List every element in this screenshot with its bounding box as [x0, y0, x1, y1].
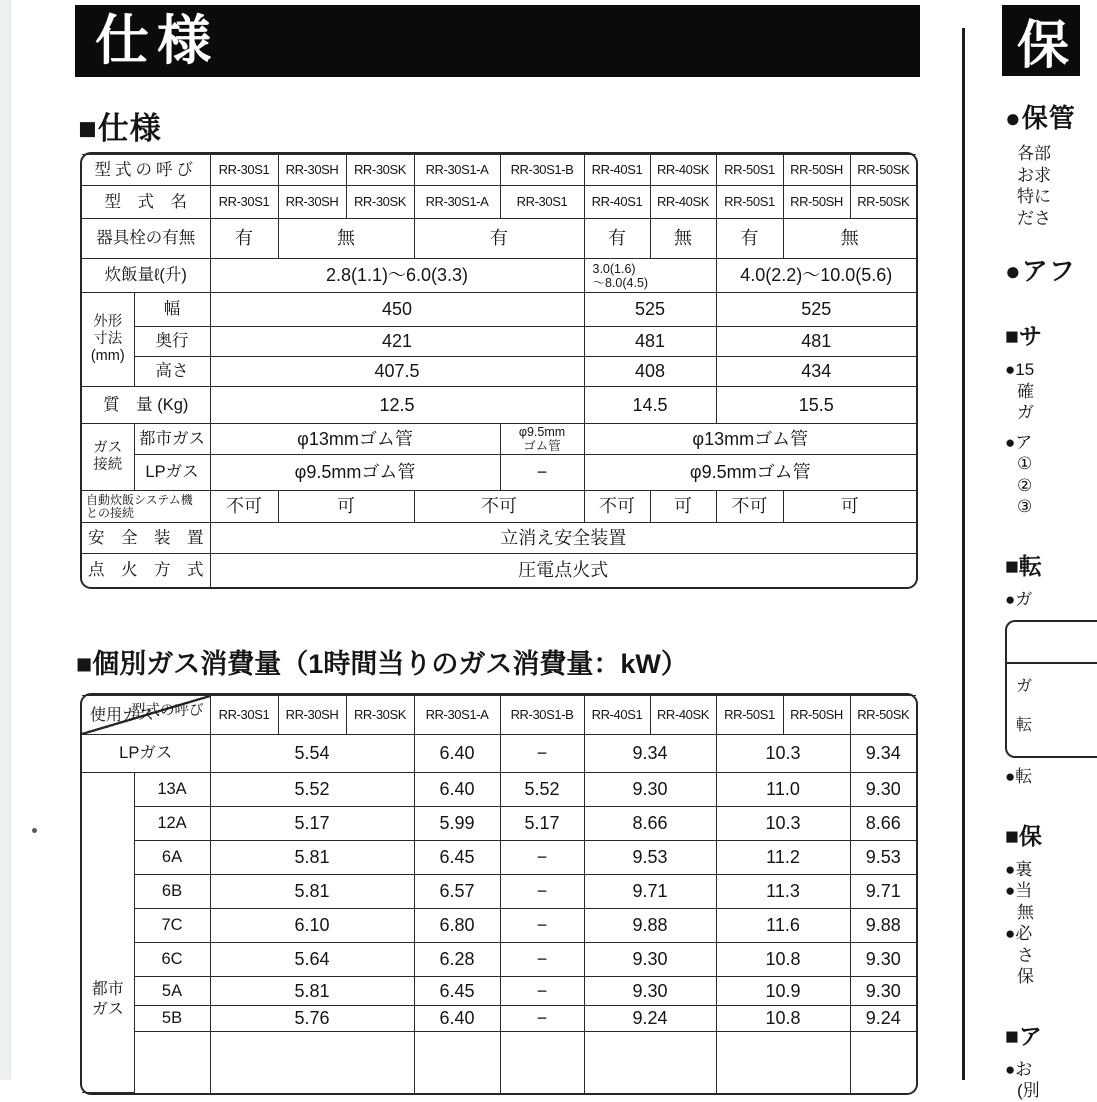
row-label-cell: 器具栓の有無 — [82, 219, 210, 259]
value-cell: 9.88 — [584, 909, 716, 943]
row-label-cell: 6B — [134, 875, 210, 909]
value-cell: 9.88 — [850, 909, 916, 943]
row-label-cell: 13A — [134, 773, 210, 807]
right-mini-table-line: ガ — [1016, 678, 1033, 695]
value-cell: φ9.5mm ゴム管 — [500, 424, 584, 455]
right-text-line: 各部 — [1017, 144, 1051, 163]
table-row — [82, 696, 916, 735]
model-name-cell: RR-50SH — [783, 155, 850, 186]
right-text-line: ●当 — [1005, 881, 1033, 900]
table-row — [82, 735, 916, 773]
table-row — [82, 943, 916, 977]
row-label-cell: 自動炊飯システム機 との接続 — [82, 491, 210, 523]
right-paragraph — [1005, 143, 1080, 229]
model-name-cell: RR-30S1 — [210, 155, 278, 186]
right-text-line: ① — [1017, 454, 1033, 473]
gas-consumption-table — [82, 695, 916, 1093]
value-cell: 9.30 — [850, 773, 916, 807]
value-cell: 5.81 — [210, 977, 414, 1006]
value-cell: 5.17 — [210, 807, 414, 841]
row-label-cell: 6C — [134, 943, 210, 977]
table-row — [82, 219, 916, 259]
right-text-line: さ — [1017, 945, 1034, 965]
row-label-cell: 点 火 方 式 — [82, 554, 210, 588]
value-cell: − — [500, 875, 584, 909]
value-cell: 6.40 — [414, 1006, 500, 1032]
value-cell: 可 — [783, 491, 916, 523]
right-text-line: ガ — [1017, 403, 1034, 422]
row-label-cell: 5B — [134, 1006, 210, 1032]
table-row — [82, 841, 916, 875]
right-paragraph — [1005, 589, 1080, 611]
right-text-line: ●転 — [1005, 767, 1033, 786]
value-cell: 6.80 — [414, 909, 500, 943]
value-cell — [210, 1032, 414, 1093]
model-name-cell: RR-40SK — [650, 155, 716, 186]
page-edge-shadow — [0, 0, 11, 1080]
row-label-cell: 7C — [134, 909, 210, 943]
row-label-cell: 12A — [134, 807, 210, 841]
row-label-cell: 炊飯量ℓ(升) — [82, 259, 210, 293]
right-text-line: ●ア — [1005, 432, 1033, 452]
row-label-cell: 質 量 (Kg) — [82, 387, 210, 424]
right-heading-minor: ■ア — [1005, 1022, 1042, 1049]
value-cell: − — [500, 455, 584, 491]
value-cell: 9.71 — [850, 875, 916, 909]
adjacent-page-sliver — [1002, 0, 1080, 1100]
model-name-cell: RR-40SK — [650, 186, 716, 219]
table-row — [82, 259, 916, 293]
row-group-label-cell: 外形 寸法 (mm) — [82, 293, 134, 387]
value-cell: 8.66 — [850, 807, 916, 841]
row-label-cell: 6A — [134, 841, 210, 875]
value-cell — [500, 1032, 584, 1093]
row-label-cell: 都市ガス — [134, 424, 210, 455]
right-heading-minor: ■転 — [1005, 552, 1042, 579]
model-name-cell: RR-50SK — [850, 696, 916, 735]
value-cell: 可 — [278, 491, 414, 523]
model-name-cell: RR-30SK — [346, 696, 414, 735]
model-name-cell: RR-30S1 — [500, 186, 584, 219]
right-heading-major: ●アフ — [1005, 256, 1076, 286]
row-label-cell: 5A — [134, 977, 210, 1006]
value-cell: 15.5 — [716, 387, 916, 424]
value-cell: 525 — [584, 293, 716, 327]
model-name-cell: RR-40S1 — [584, 696, 650, 735]
value-cell: 408 — [584, 357, 716, 387]
right-text-line: ●必 — [1005, 924, 1033, 943]
value-cell: 不可 — [716, 491, 783, 523]
table-row — [82, 773, 916, 807]
adjacent-banner-title: 保 — [1017, 17, 1070, 75]
value-cell: − — [500, 977, 584, 1006]
model-name-cell: RR-30S1-A — [414, 696, 500, 735]
value-cell: 2.8(1.1)～6.0(3.3) — [210, 259, 584, 293]
value-cell: 6.45 — [414, 841, 500, 875]
value-cell: 9.30 — [584, 977, 716, 1006]
value-cell: φ13mmゴム管 — [584, 424, 916, 455]
model-name-cell: RR-30SH — [278, 696, 346, 735]
table-row — [82, 977, 916, 1006]
model-name-cell: RR-50SH — [783, 696, 850, 735]
value-cell: 5.64 — [210, 943, 414, 977]
value-cell: 立消え安全装置 — [210, 523, 916, 554]
right-text-line: ●お — [1005, 1059, 1033, 1079]
row-group-label-cell: 都市 ガス — [82, 773, 134, 1093]
model-name-cell: RR-30S1-A — [414, 155, 500, 186]
gas-section-heading: ■個別ガス消費量（1時間当りのガス消費量：kW） — [76, 649, 688, 679]
value-cell — [584, 1032, 716, 1093]
value-cell: − — [500, 841, 584, 875]
row-label-cell: LPガス — [134, 455, 210, 491]
value-cell — [716, 1032, 850, 1093]
table-row — [82, 155, 916, 186]
right-heading-minor: ■サ — [1005, 323, 1042, 349]
value-cell: 11.2 — [716, 841, 850, 875]
right-text-line: ●裏 — [1005, 859, 1033, 879]
value-cell: 421 — [210, 327, 584, 357]
value-cell: 8.66 — [584, 807, 716, 841]
model-name-cell: RR-50SH — [783, 186, 850, 219]
value-cell: 5.52 — [210, 773, 414, 807]
value-cell: − — [500, 735, 584, 773]
value-cell: 9.71 — [584, 875, 716, 909]
right-text-line: ●15 — [1005, 360, 1035, 379]
right-text-line: 特に — [1017, 187, 1051, 206]
section-banner — [75, 5, 920, 77]
model-name-cell: RR-50S1 — [716, 696, 783, 735]
model-name-cell: RR-30S1-B — [500, 155, 584, 186]
table-row — [82, 523, 916, 554]
table-row — [82, 186, 916, 219]
value-cell: 6.40 — [414, 773, 500, 807]
value-cell: 5.81 — [210, 875, 414, 909]
value-cell: 5.52 — [500, 773, 584, 807]
diag-top-label: 型式の呼び — [131, 703, 204, 719]
table-row — [82, 1006, 916, 1032]
model-name-cell: RR-40SK — [650, 696, 716, 735]
value-cell: − — [500, 1006, 584, 1032]
value-cell: φ9.5mmゴム管 — [210, 455, 500, 491]
value-cell: φ13mmゴム管 — [210, 424, 500, 455]
right-paragraph — [1005, 766, 1080, 788]
value-cell: 481 — [716, 327, 916, 357]
value-cell: 407.5 — [210, 357, 584, 387]
value-cell: 5.54 — [210, 735, 414, 773]
row-label-cell: LPガス — [82, 735, 210, 773]
table-row — [82, 455, 916, 491]
model-name-cell: RR-30SK — [346, 155, 414, 186]
right-text-line: (別 — [1017, 1081, 1040, 1100]
model-name-cell: RR-30SH — [278, 155, 346, 186]
value-cell: 9.34 — [584, 735, 716, 773]
value-cell: 9.24 — [584, 1006, 716, 1032]
right-text-line: 確 — [1017, 381, 1034, 401]
value-cell: 6.45 — [414, 977, 500, 1006]
section-banner-title: 仕様 — [95, 11, 219, 71]
value-cell: 9.34 — [850, 735, 916, 773]
model-name-cell: RR-30S1 — [210, 186, 278, 219]
value-cell: 5.81 — [210, 841, 414, 875]
value-cell: 9.53 — [584, 841, 716, 875]
value-cell: 有 — [414, 219, 584, 259]
value-cell: 無 — [650, 219, 716, 259]
right-paragraph — [1005, 859, 1080, 988]
value-cell: 5.76 — [210, 1006, 414, 1032]
table-row — [82, 293, 916, 327]
value-cell: 9.24 — [850, 1006, 916, 1032]
value-cell: 4.0(2.2)～10.0(5.6) — [716, 259, 916, 293]
value-cell: 12.5 — [210, 387, 584, 424]
value-cell: 9.53 — [850, 841, 916, 875]
model-name-cell: RR-40S1 — [584, 155, 650, 186]
right-text-line: お求 — [1017, 165, 1051, 185]
value-cell: − — [500, 909, 584, 943]
right-text-line: 保 — [1017, 967, 1034, 986]
model-name-cell: RR-50S1 — [716, 186, 783, 219]
table-row — [82, 807, 916, 841]
row-label-cell: 幅 — [134, 293, 210, 327]
table-corner-header — [82, 696, 210, 735]
value-cell: 9.30 — [850, 943, 916, 977]
value-cell: 不可 — [414, 491, 584, 523]
value-cell: 10.8 — [716, 1006, 850, 1032]
spec-table — [82, 154, 916, 587]
right-paragraph — [1005, 1059, 1080, 1102]
value-cell: 無 — [783, 219, 916, 259]
value-cell: 481 — [584, 327, 716, 357]
value-cell: 525 — [716, 293, 916, 327]
adjacent-section-banner — [1002, 5, 1080, 76]
value-cell: 圧電点火式 — [210, 554, 916, 588]
model-name-cell: RR-50S1 — [716, 155, 783, 186]
model-name-cell: RR-30S1-A — [414, 186, 500, 219]
spec-table-container — [80, 152, 918, 589]
value-cell: 無 — [278, 219, 414, 259]
model-name-cell: RR-30SH — [278, 186, 346, 219]
right-mini-table-header — [1007, 622, 1097, 664]
value-cell — [850, 1032, 916, 1093]
row-label-cell: 高さ — [134, 357, 210, 387]
value-cell: 9.30 — [850, 977, 916, 1006]
diagonal-split — [82, 696, 210, 734]
value-cell: 可 — [650, 491, 716, 523]
right-paragraph — [1005, 359, 1080, 424]
value-cell: 10.3 — [716, 735, 850, 773]
right-paragraph — [1005, 432, 1080, 518]
right-heading-minor: ■保 — [1005, 822, 1042, 849]
value-cell: 6.40 — [414, 735, 500, 773]
row-label-cell: 安 全 装 置 — [82, 523, 210, 554]
table-row — [82, 875, 916, 909]
value-cell: 6.10 — [210, 909, 414, 943]
value-cell: 11.3 — [716, 875, 850, 909]
value-cell: 10.8 — [716, 943, 850, 977]
model-name-cell: RR-30S1-B — [500, 696, 584, 735]
gas-table-container — [80, 693, 918, 1095]
right-mini-table-line: 転 — [1016, 717, 1033, 734]
right-text-line: ③ — [1017, 497, 1033, 516]
value-cell: 450 — [210, 293, 584, 327]
value-cell: 有 — [210, 219, 278, 259]
value-cell: 9.30 — [584, 773, 716, 807]
value-cell — [414, 1032, 500, 1093]
value-cell: 5.17 — [500, 807, 584, 841]
value-cell: 3.0(1.6) ～8.0(4.5) — [584, 259, 716, 293]
table-row — [82, 357, 916, 387]
adjacent-page-content — [1002, 98, 1080, 1102]
row-label-cell: 型式の呼び — [82, 155, 210, 186]
table-row — [82, 424, 916, 455]
scan-speck — [32, 828, 37, 833]
value-cell: − — [500, 943, 584, 977]
value-cell: 10.3 — [716, 807, 850, 841]
value-cell: 6.57 — [414, 875, 500, 909]
table-row — [82, 327, 916, 357]
value-cell: φ9.5mmゴム管 — [584, 455, 916, 491]
diag-bottom-label: 使用ガス — [90, 706, 155, 724]
value-cell: 10.9 — [716, 977, 850, 1006]
right-text-line: ② — [1017, 475, 1033, 495]
value-cell: 6.28 — [414, 943, 500, 977]
row-label-cell: 奥行 — [134, 327, 210, 357]
right-mini-table — [1005, 620, 1097, 758]
table-row — [82, 491, 916, 523]
model-name-cell: RR-30SK — [346, 186, 414, 219]
value-cell: 14.5 — [584, 387, 716, 424]
model-name-cell: RR-40S1 — [584, 186, 650, 219]
row-label-cell — [134, 1032, 210, 1093]
value-cell: 9.30 — [584, 943, 716, 977]
table-row — [82, 1032, 916, 1093]
value-cell: 有 — [716, 219, 783, 259]
value-cell: 有 — [584, 219, 650, 259]
value-cell: 11.6 — [716, 909, 850, 943]
table-row — [82, 554, 916, 588]
model-name-cell: RR-50SK — [850, 186, 916, 219]
value-cell: 434 — [716, 357, 916, 387]
page-fold-line — [962, 28, 965, 1080]
right-text-line: 無 — [1017, 902, 1034, 922]
right-text-line: ●ガ — [1005, 589, 1033, 609]
table-row — [82, 387, 916, 424]
spec-section-heading: ■仕様 — [78, 111, 162, 146]
table-row — [82, 909, 916, 943]
model-name-cell: RR-30S1 — [210, 696, 278, 735]
right-text-line: ださ — [1017, 208, 1051, 228]
value-cell: 5.99 — [414, 807, 500, 841]
right-heading-major: ●保管 — [1005, 103, 1076, 133]
value-cell: 11.0 — [716, 773, 850, 807]
value-cell: 不可 — [210, 491, 278, 523]
row-group-label-cell: ガス 接続 — [82, 424, 134, 491]
value-cell: 不可 — [584, 491, 650, 523]
row-label-cell: 型 式 名 — [82, 186, 210, 219]
model-name-cell: RR-50SK — [850, 155, 916, 186]
